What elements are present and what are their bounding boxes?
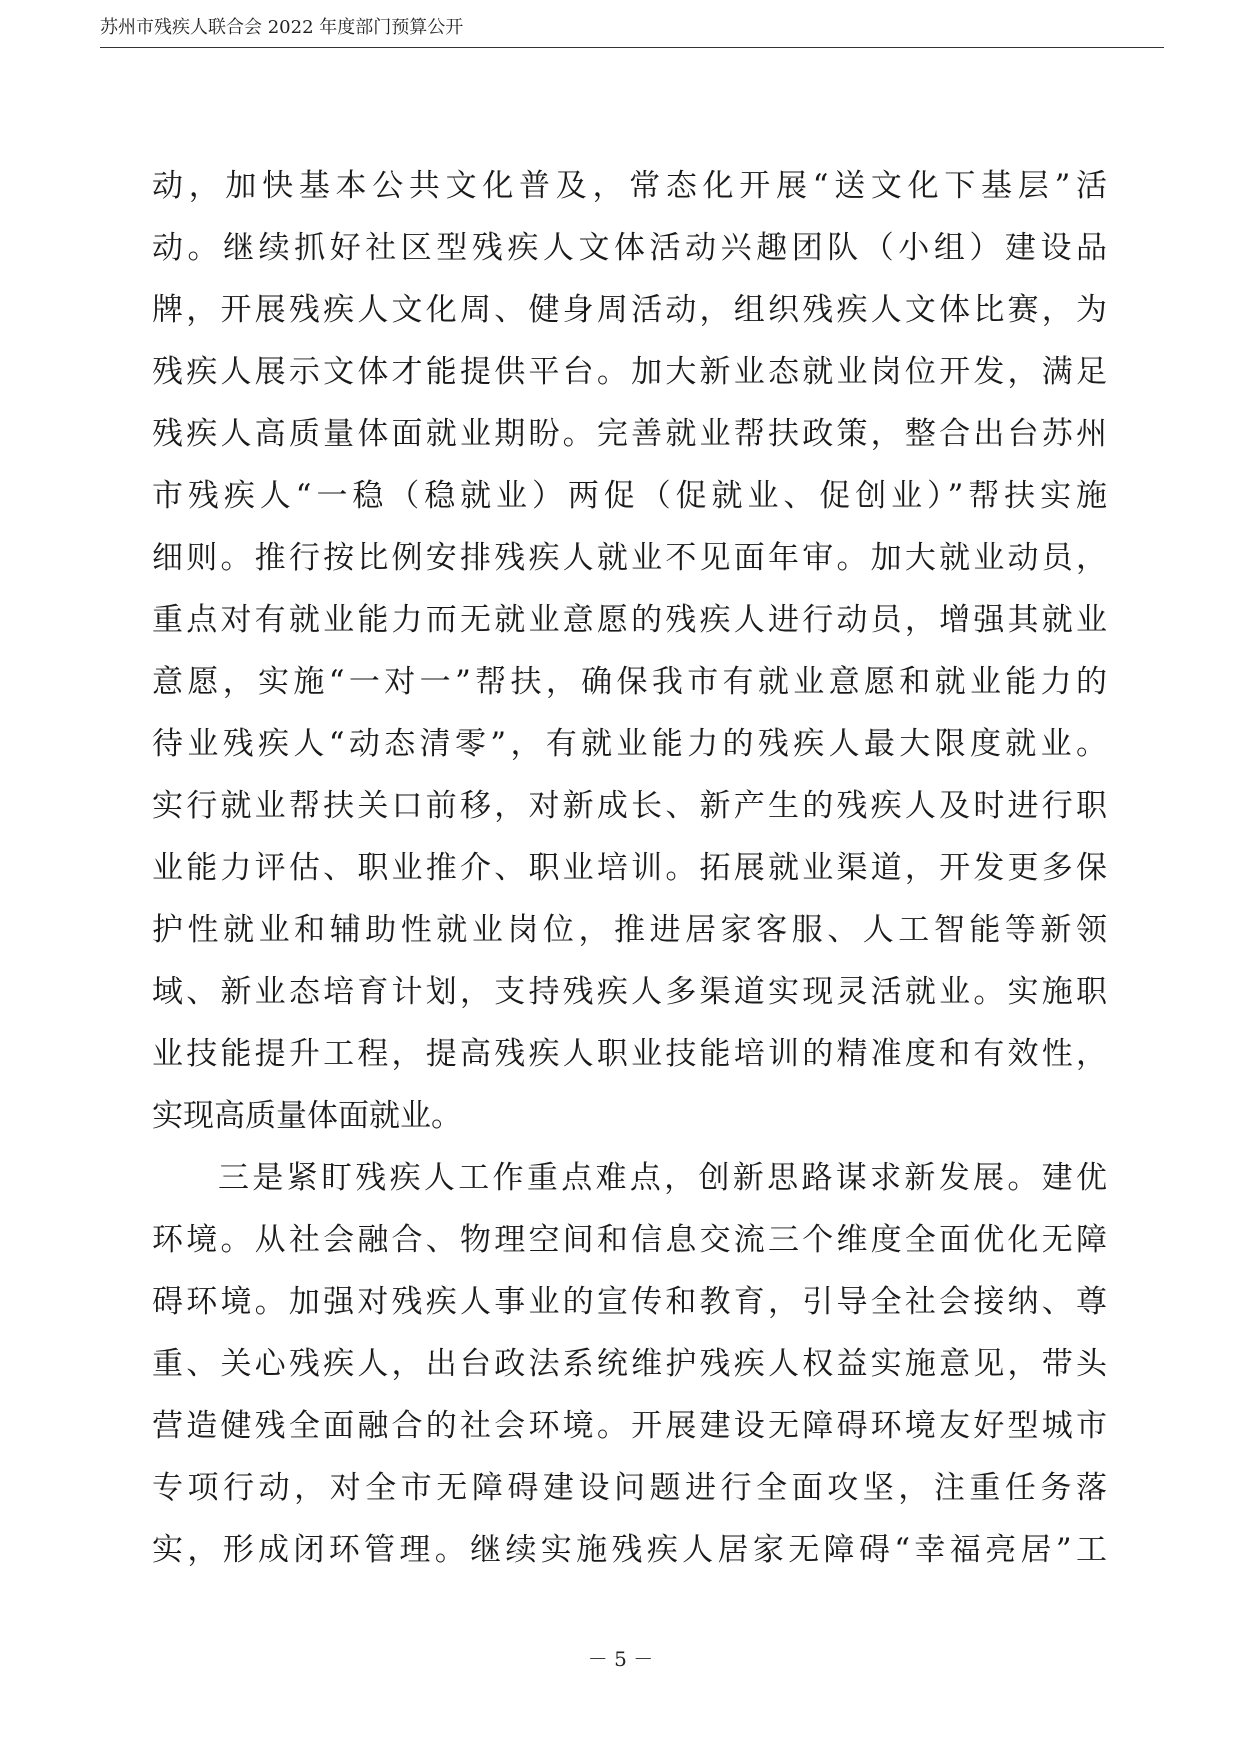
header-divider <box>100 47 1164 48</box>
body-text <box>152 155 1107 1581</box>
text-line: 实现高质量体面就业。 <box>152 1098 462 1134</box>
text-line: 残疾人高质量体面就业期盼。完善就业帮扶政策，整合出台苏州 <box>152 416 1107 452</box>
text-line: 动。继续抓好社区型残疾人文体活动兴趣团队（小组）建设品 <box>152 230 1107 266</box>
text-line: 细则。推行按比例安排残疾人就业不见面年审。加大就业动员， <box>152 540 1107 576</box>
text-line: 碍环境。加强对残疾人事业的宣传和教育，引导全社会接纳、尊 <box>152 1284 1107 1320</box>
page-number: － 5 － <box>587 1647 654 1671</box>
text-line: 护性就业和辅助性就业岗位，推进居家客服、人工智能等新领 <box>152 912 1107 948</box>
text-line: 业技能提升工程，提高残疾人职业技能培训的精准度和有效性， <box>152 1036 1107 1072</box>
text-line: 重点对有就业能力而无就业意愿的残疾人进行动员，增强其就业 <box>152 602 1107 638</box>
text-line: 市残疾人“一稳（稳就业）两促（促就业、促创业）”帮扶实施 <box>152 478 1107 514</box>
text-line: 营造健残全面融合的社会环境。开展建设无障碍环境友好型城市 <box>152 1408 1107 1444</box>
paragraph-first-line: 三是紧盯残疾人工作重点难点，创新思路谋求新发展。建优 <box>218 1160 1107 1196</box>
text-line: 实，形成闭环管理。继续实施残疾人居家无障碍“幸福亮居”工 <box>152 1532 1107 1568</box>
text-line: 实行就业帮扶关口前移，对新成长、新产生的残疾人及时进行职 <box>152 788 1107 824</box>
text-line: 环境。从社会融合、物理空间和信息交流三个维度全面优化无障 <box>152 1222 1107 1258</box>
text-line: 残疾人展示文体才能提供平台。加大新业态就业岗位开发，满足 <box>152 354 1107 390</box>
text-line: 专项行动，对全市无障碍建设问题进行全面攻坚，注重任务落 <box>152 1470 1107 1506</box>
text-line: 域、新业态培育计划，支持残疾人多渠道实现灵活就业。实施职 <box>152 974 1107 1010</box>
text-line: 待业残疾人“动态清零”，有就业能力的残疾人最大限度就业。 <box>152 726 1107 762</box>
running-header: 苏州市残疾人联合会 2022 年度部门预算公开 <box>100 17 464 38</box>
text-line: 意愿，实施“一对一”帮扶，确保我市有就业意愿和就业能力的 <box>152 664 1107 700</box>
text-line: 牌，开展残疾人文化周、健身周活动，组织残疾人文体比赛，为 <box>152 292 1107 328</box>
text-line: 动，加快基本公共文化普及，常态化开展“送文化下基层”活 <box>152 168 1107 204</box>
text-line: 重、关心残疾人，出台政法系统维护残疾人权益实施意见，带头 <box>152 1346 1107 1382</box>
text-line: 业能力评估、职业推介、职业培训。拓展就业渠道，开发更多保 <box>152 850 1107 886</box>
